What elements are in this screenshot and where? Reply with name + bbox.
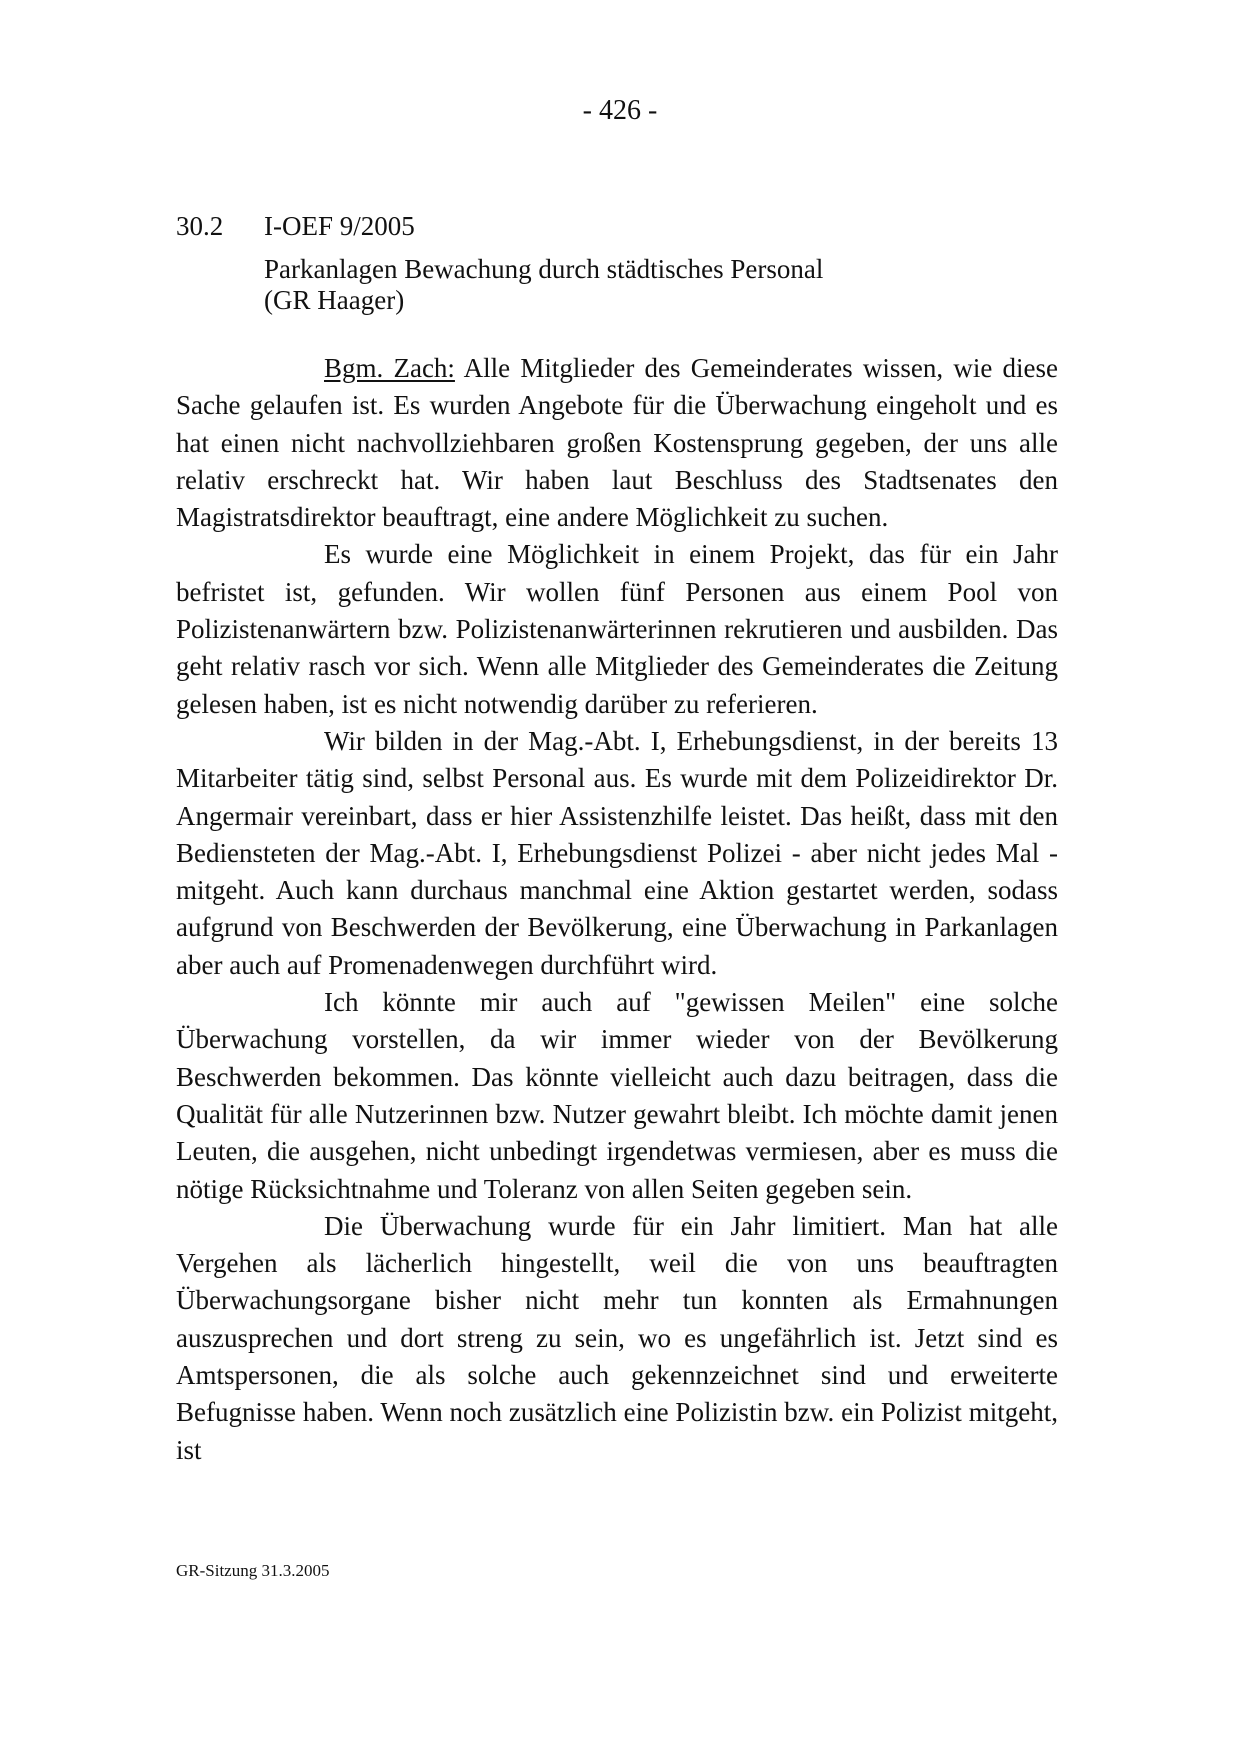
page-number: - 426 -: [582, 95, 658, 126]
paragraph-2: Es wurde eine Möglichkeit in einem Projekt, das für ein Jahr befristet ist, gefunden. Wir wollen fünf Personen aus einem Pool von Polizistenanwärtern bzw. Polizistenanwärterinnen rekrutieren und ausbilden. Das geht relativ rasch vor sich. Wenn alle Mitglieder des Gemeinderates die Zeitung gelesen haben, ist es nicht notwendig darüber zu referieren.: [176, 539, 1058, 719]
speaker-name: Bgm. Zach:: [324, 353, 455, 383]
paragraph-5: Die Überwachung wurde für ein Jahr limitiert. Man hat alle Vergehen als lächerlich hingestellt, weil die von uns beauftragten Überwachungsorgane bisher nicht mehr tun konnten als Ermahnungen auszusprechen und dort streng zu sein, wo es ungefährlich ist. Jetzt sind es Amtspersonen, die als solche auch gekennzeichnet sind und erweiterte Befugnisse haben. Wenn noch zusätzlich eine Polizistin bzw. ein Polizist mitgeht, ist: [176, 1210, 1058, 1465]
footer-session-date: GR-Sitzung 31.3.2005: [176, 1561, 330, 1580]
agenda-item-title: Parkanlagen Bewachung durch städtisches Personal: [264, 254, 824, 284]
paragraph-3: Wir bilden in der Mag.-Abt. I, Erhebungsdienst, in der bereits 13 Mitarbeiter tätig sind, selbst Personal aus. Es wurde mit dem Polizeidirektor Dr. Angermair vereinbart, dass er hier Assistenzhilfe leistet. Das heißt, dass mit den Bediensteten der Mag.-Abt. I, Erhebungsdienst Polizei - aber nicht jedes Mal - mitgeht. Auch kann durchaus manchmal eine Aktion gestartet werden, sodass aufgrund von Beschwerden der Bevölkerung, eine Überwachung in Parkanlagen aber auch auf Promenadenwegen durchführt wird.: [176, 725, 1058, 980]
paragraph-1-text: Alle Mitglieder des Gemeinderates wissen, wie diese Sache gelaufen ist. Es wurden Angebote für die Überwachung eingeholt und es hat einen nicht nachvollziehbaren großen Kostensprung gegeben, der uns alle relativ erschreckt hat. Wir haben laut Beschluss des Stadtsenates den Magistratsdirektor beauftragt, eine andere Möglichkeit zu suchen.: [176, 353, 1058, 533]
agenda-item-reference: I-OEF 9/2005: [264, 211, 415, 241]
body-text: [176, 350, 1058, 1469]
agenda-item-proposer: (GR Haager): [264, 285, 405, 315]
agenda-item-subject: [264, 254, 823, 316]
paragraph-4: Ich könnte mir auch auf "gewissen Meilen" eine solche Überwachung vorstellen, da wir immer wieder von der Bevölkerung Beschwerden bekommen. Das könnte vielleicht auch dazu beitragen, dass die Qualität für alle Nutzerinnen bzw. Nutzer gewahrt bleibt. Ich möchte damit jenen Leuten, die ausgehen, nicht unbedingt irgendetwas vermiesen, aber es muss die nötige Rücksichtnahme und Toleranz von allen Seiten gegeben sein.: [176, 987, 1058, 1204]
agenda-item-number: 30.2: [176, 211, 224, 241]
paragraph-1: [176, 350, 1058, 536]
